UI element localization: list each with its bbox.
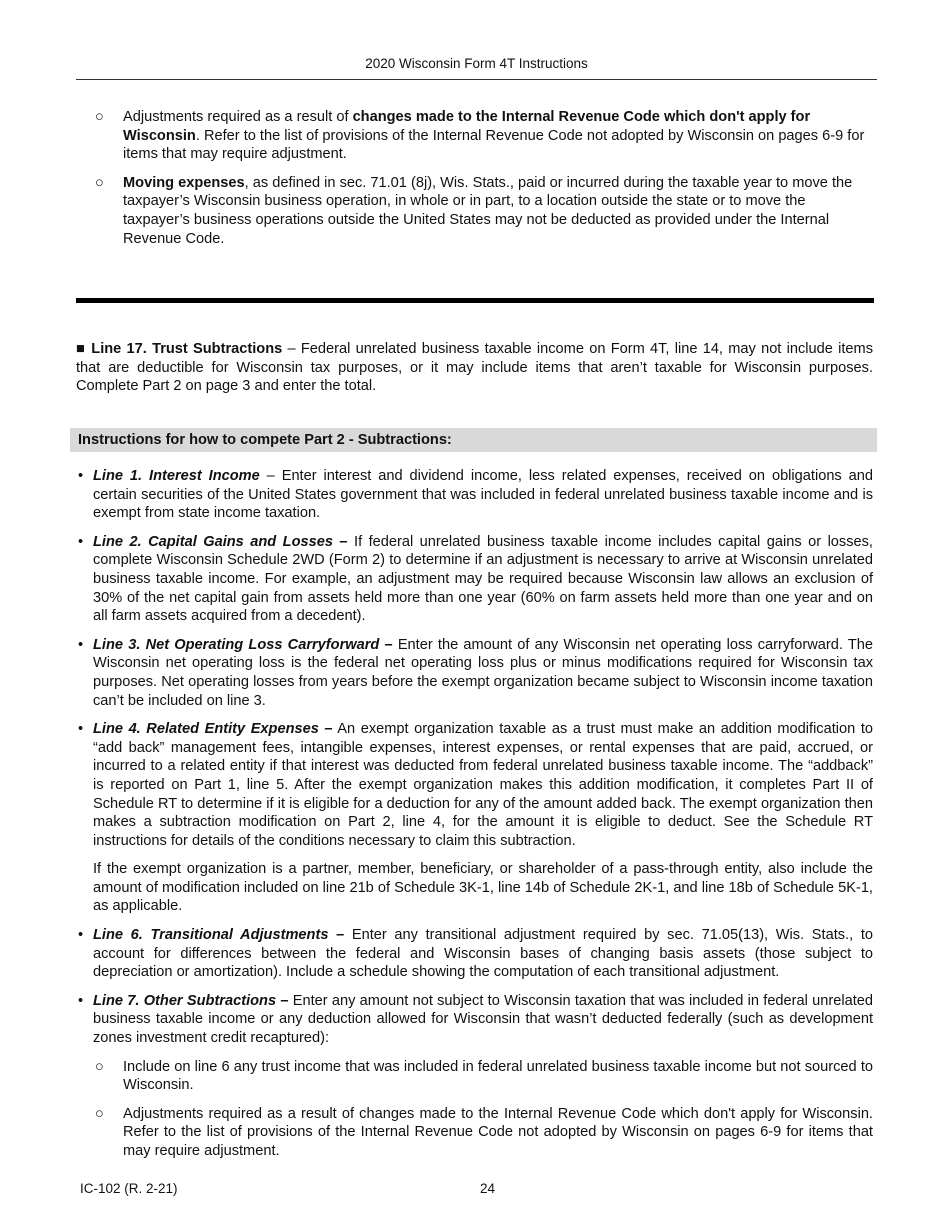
section-divider [76, 298, 874, 303]
item-text: Include on line 6 any trust income that was included in federal unrelated business taxable income but not sourced to Wisconsin. [123, 1058, 873, 1094]
item-title: Line 7. Other Subtractions – [93, 992, 289, 1009]
item-text: . Refer to the list of provisions of the Internal Revenue Code not adopted by Wisconsin on pages 6-9 for items that may require adjustment. [123, 127, 865, 163]
list-item [76, 720, 873, 850]
list-item [76, 636, 873, 710]
line17-paragraph [76, 340, 873, 396]
bullet-icon: • [78, 533, 84, 550]
list-item [76, 533, 873, 626]
bullet-icon: • [78, 636, 84, 653]
line17-title: Line 17. Trust Subtractions [91, 341, 283, 357]
item-title: Line 2. Capital Gains and Losses – [93, 533, 348, 550]
continued-list [76, 108, 873, 258]
item-bold: Moving expenses [123, 174, 245, 191]
header-divider [76, 79, 877, 80]
item-bold: changes made to the Internal Revenue Code which don't apply for Wisconsin [123, 109, 811, 144]
hollow-bullet-icon: ○ [95, 1058, 104, 1075]
line7-sublist [76, 1058, 873, 1161]
square-bullet-icon: ■ [76, 341, 87, 357]
footer-form-id: IC-102 (R. 2-21) [80, 1181, 178, 1196]
item-text: Enter any amount not subject to Wisconsin taxation that was included in federal unrelated business taxable income or any deduction allowed for Wisconsin that wasn’t deducted federally (such as development zones investment credit recaptured): [93, 992, 874, 1047]
list-item [76, 108, 873, 164]
item-text: – Enter interest and dividend income, less related expenses, received on obligations and certain securities of the United States government that was included in federal unrelated business taxable income and is exempt from state income taxation. [93, 468, 873, 522]
line17-text: – Federal unrelated business taxable income on Form 4T, line 14, may not include items that are deductible for Wisconsin tax purposes, or it may include items that aren’t taxable for Wisconsin purposes. Complete Part 2 on page 3 and enter the total. [76, 341, 873, 395]
line4-extra-paragraph: If the exempt organization is a partner, member, beneficiary, or shareholder of a pass-through entity, also include the amount of modification included on line 21b of Schedule 3K-1, line 14b of Schedule 2K-1, and line 18b of Schedule 5K-1, as applicable. [93, 861, 873, 915]
item-text: If federal unrelated business taxable income includes capital gains or losses, complete Wisconsin Schedule 2WD (Form 2) to determine if an adjustment is necessary to arrive at Wisconsin unrelated business taxable income. For example, an adjustment may be required because Wisconsin law allows an exclusion of 30% of the net capital gain from assets held more than one year (60% on farm assets held more than one year and on all farm assets acquired from a decedent). [93, 533, 873, 625]
bullet-icon: • [78, 721, 84, 738]
page-header-title: 2020 Wisconsin Form 4T Instructions [365, 56, 588, 71]
item-text: Enter the amount of any Wisconsin net operating loss carryforward. The Wisconsin net operating loss is the federal net operating loss plus or minus modifications required for Wisconsin tax purposes. Net operating losses from years before the exempt organization became subject to Wisconsin income taxation can’t be included on line 3. [93, 636, 873, 709]
item-title: Line 3. Net Operating Loss Carryforward – [93, 636, 393, 653]
item-text: Adjustments required as a result of [123, 109, 353, 125]
item-title: Line 4. Related Entity Expenses – [93, 721, 333, 738]
hollow-bullet-icon: ○ [95, 174, 104, 191]
bullet-icon: • [78, 927, 84, 944]
item-text: An exempt organization taxable as a trust must make an addition modification to “add back” management fees, intangible expenses, interest expenses, or rental expenses that are paid, accrued, or incurred to a related entity if that interest was deducted from federal unrelated business taxable income. The “addback” is reported on Part 1, line 5. After the exempt organization makes this addition modification, it completes Part II of Schedule RT to determine if it is eligible for a deduction for any of the amount added back. The exempt organization then makes a subtraction modification on Part 2, line 4, for the amount it is eligible to deduct. See the Schedule RT instructions for details of the conditions necessary to claim this subtraction. [93, 721, 873, 849]
hollow-bullet-icon: ○ [95, 109, 104, 125]
item-text: Adjustments required as a result of changes made to the Internal Revenue Code which don't apply for Wisconsin. Refer to the list of provisions of the Internal Revenue Code not adopted by Wisconsin on pages 6-9 for items that may require adjustment. [123, 1105, 873, 1159]
section-heading: Instructions for how to compete Part 2 - Subtractions: [70, 428, 877, 452]
list-item [76, 1058, 873, 1095]
subtractions-list [76, 467, 873, 1171]
item-text: , as defined in sec. 71.01 (8j), Wis. Stats., paid or incurred during the taxable year to move the taxpayer’s Wisconsin business operation, in whole or in part, to a location outside the state or to move the taxpayer’s business operations outside the United States may not be deducted as provided under the Internal Revenue Code. [123, 174, 853, 247]
item-title: Line 6. Transitional Adjustments – [93, 927, 345, 944]
list-item [76, 467, 873, 523]
list-item [76, 992, 873, 1048]
item-text: Enter any transitional adjustment required by sec. 71.05(13), Wis. Stats., to account for differences between the federal and Wisconsin bases of changing basis assets (those subject to depreciation or amortization). Include a schedule showing the computation of each transitional adjustment. [93, 927, 873, 981]
list-item [76, 1105, 873, 1161]
footer-page-number: 24 [480, 1181, 496, 1196]
bullet-icon: • [78, 992, 84, 1009]
list-item [76, 174, 873, 248]
bullet-icon: • [78, 468, 84, 484]
item-title: Line 1. Interest Income [93, 468, 260, 484]
hollow-bullet-icon: ○ [95, 1105, 104, 1122]
list-item [76, 926, 873, 982]
